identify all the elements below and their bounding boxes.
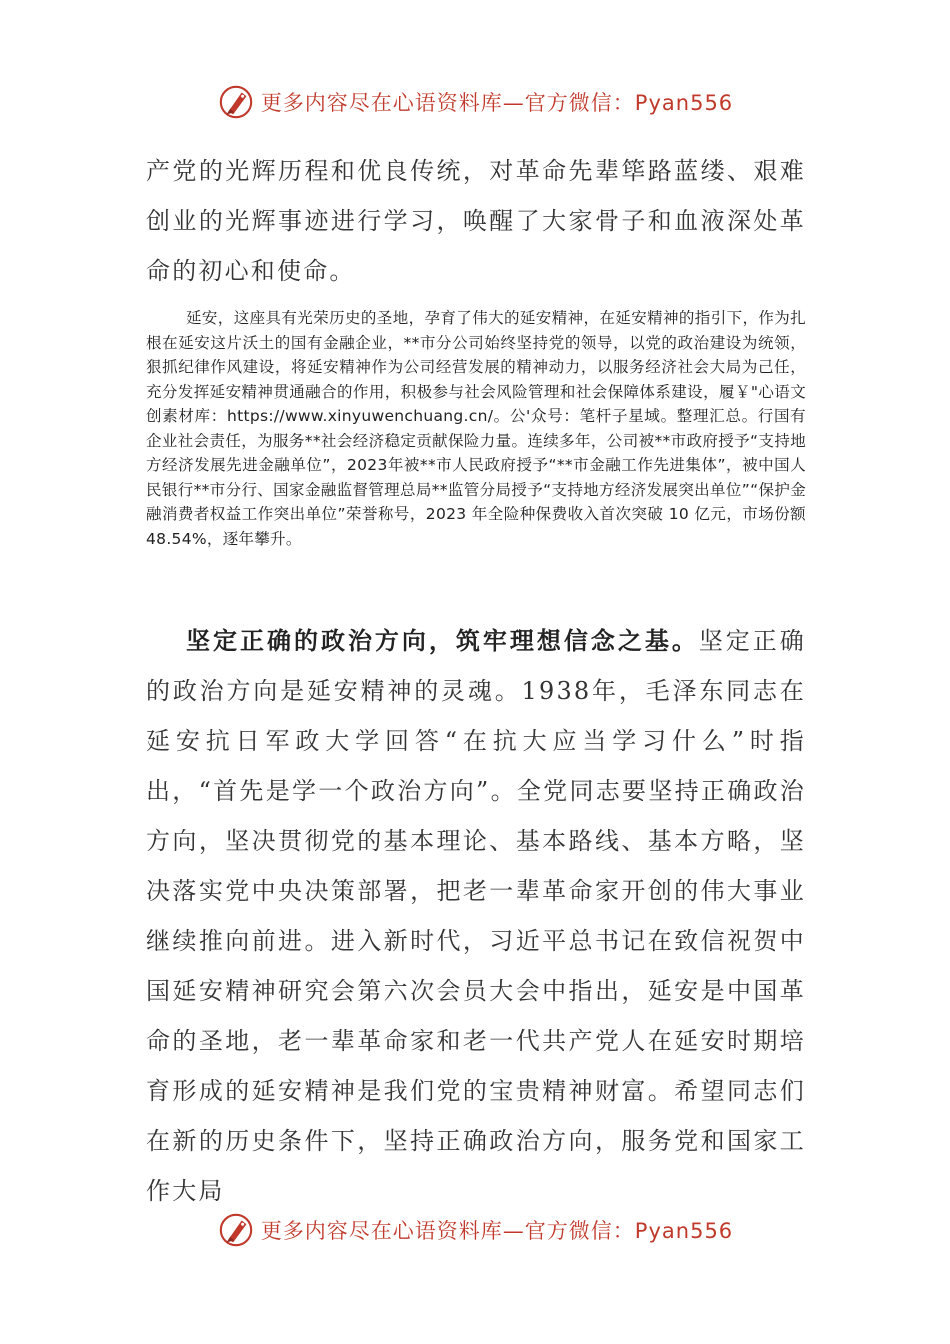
paragraph-body-text: 坚定正确的政治方向是延安精神的灵魂。1938年，毛泽东同志在延安抗日军政大学回答“在抗大应当学习什么”时指出，“首先是学一个政治方向”。全党同志要坚持正确政治方向，坚决贯彻党的基本理论、基本路线、基本方略，坚决落实党中央决策部署，把老一辈革命家开创的伟大事业继续推向前进。进入新时代，习近平总书记在致信祝贺中国延安精神研究会第六次会员大会中指出，延安是中国革命的圣地，老一辈革命家和老一代共产党人在延安时期培育形成的延安精神是我们党的宝贵精神财富。希望同志们在新的历史条件下，坚持正确政治方向，服务党和国家工作大局 bbox=[146, 627, 806, 1205]
paragraph-lead-heading: 坚定正确的政治方向，筑牢理想信念之基。 bbox=[186, 626, 699, 655]
watermark-text: 更多内容尽在心语资料库—官方微信：Pyan556 bbox=[260, 1219, 734, 1243]
watermark-text: 更多内容尽在心语资料库—官方微信：Pyan556 bbox=[260, 91, 734, 115]
footer-watermark bbox=[0, 1210, 950, 1250]
paragraph-political-direction bbox=[146, 616, 806, 1216]
paragraph-continuation: 产党的光辉历程和优良传统，对革命先辈筚路蓝缕、艰难创业的光辉事迹进行学习，唤醒了大家骨子和血液深处革命的初心和使命。 bbox=[146, 157, 806, 285]
pen-nib-logo-icon bbox=[217, 83, 255, 121]
paragraph-company-intro: 延安，这座具有光荣历史的圣地，孕育了伟大的延安精神，在延安精神的指引下，作为扎根在延安这片沃土的国有金融企业，**市分公司始终坚持党的领导，以党的政治建设为统领，狠抓纪律作风建设，将延安精神作为公司经营发展的精神动力，以服务经济社会大局为己任，充分发挥延安精神贯通融合的作用，积极参与社会风险管理和社会保障体系建设，履￥"心语文创素材库：https://www.xinyuwenchuang.cn/。公'众号：笔杆子星域。整理汇总。行国有企业社会责任，为服务**社会经济稳定贡献保险力量。连续多年，公司被**市政府授予“支持地方经济发展先进金融单位”，2023年被**市人民政府授予“**市金融工作先进集体”，被中国人民银行**市分行、国家金融监督管理总局**监管分局授予“支持地方经济发展突出单位”“保护金融消费者权益工作突出单位”荣誉称号，2023 年全险种保费收入首次突破 10 亿元，市场份额48.54%，逐年攀升。 bbox=[146, 309, 806, 548]
header-watermark bbox=[0, 82, 950, 122]
pen-nib-logo-icon bbox=[217, 1211, 255, 1249]
